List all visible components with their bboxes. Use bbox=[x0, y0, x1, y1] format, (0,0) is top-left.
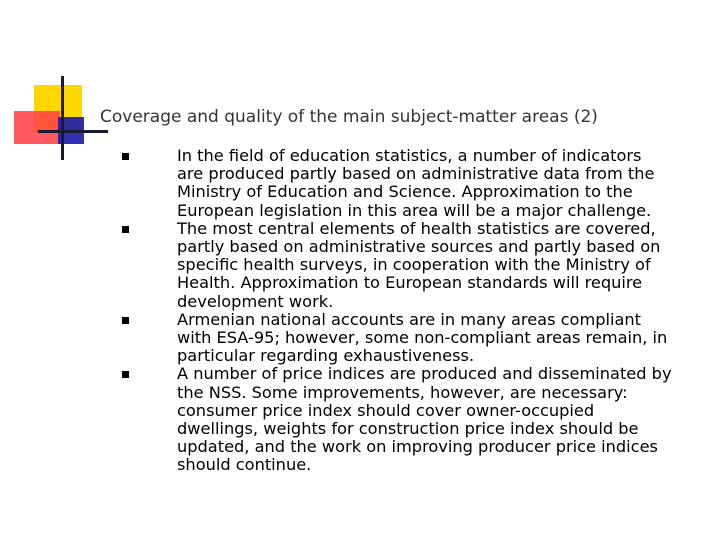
bullet-item bbox=[122, 311, 716, 366]
decorative-vertical-line bbox=[61, 76, 64, 160]
square-bullet-icon bbox=[122, 371, 129, 378]
bullet-item bbox=[122, 220, 716, 311]
bullet-item bbox=[122, 147, 716, 220]
bullet-list bbox=[122, 147, 716, 475]
square-bullet-icon bbox=[122, 153, 129, 160]
bullet-text-health: The most central elements of health statistics are covered, partly based on administrative sources and partly based on specific health surveys, in cooperation with the Ministry of Health. Approximation to European standards will require development work. bbox=[177, 218, 661, 311]
bullet-text-national-accounts: Armenian national accounts are in many areas compliant with ESA-95; however, some non-compliant areas remain, in particular regarding exhaustiveness. bbox=[177, 309, 668, 366]
square-bullet-icon bbox=[122, 226, 129, 233]
square-bullet-icon bbox=[122, 317, 129, 324]
bullet-text-price-indices: A number of price indices are produced and disseminated by the NSS. Some improvements, however, are necessary: consumer price index should cover owner-occupied dwellings, weights for construction price index should be updated, and the work on improving producer price indices should continue. bbox=[177, 364, 672, 475]
bullet-item bbox=[122, 365, 716, 474]
decorative-horizontal-line bbox=[38, 130, 108, 133]
slide-title: Coverage and quality of the main subject-matter areas (2) bbox=[100, 107, 598, 127]
bullet-text-education: In the field of education statistics, a number of indicators are produced partly based on administrative data from the Ministry of Education and Science. Approximation to the European legislation in this area will be a major challenge. bbox=[177, 146, 655, 220]
decorative-red-square bbox=[14, 111, 60, 144]
